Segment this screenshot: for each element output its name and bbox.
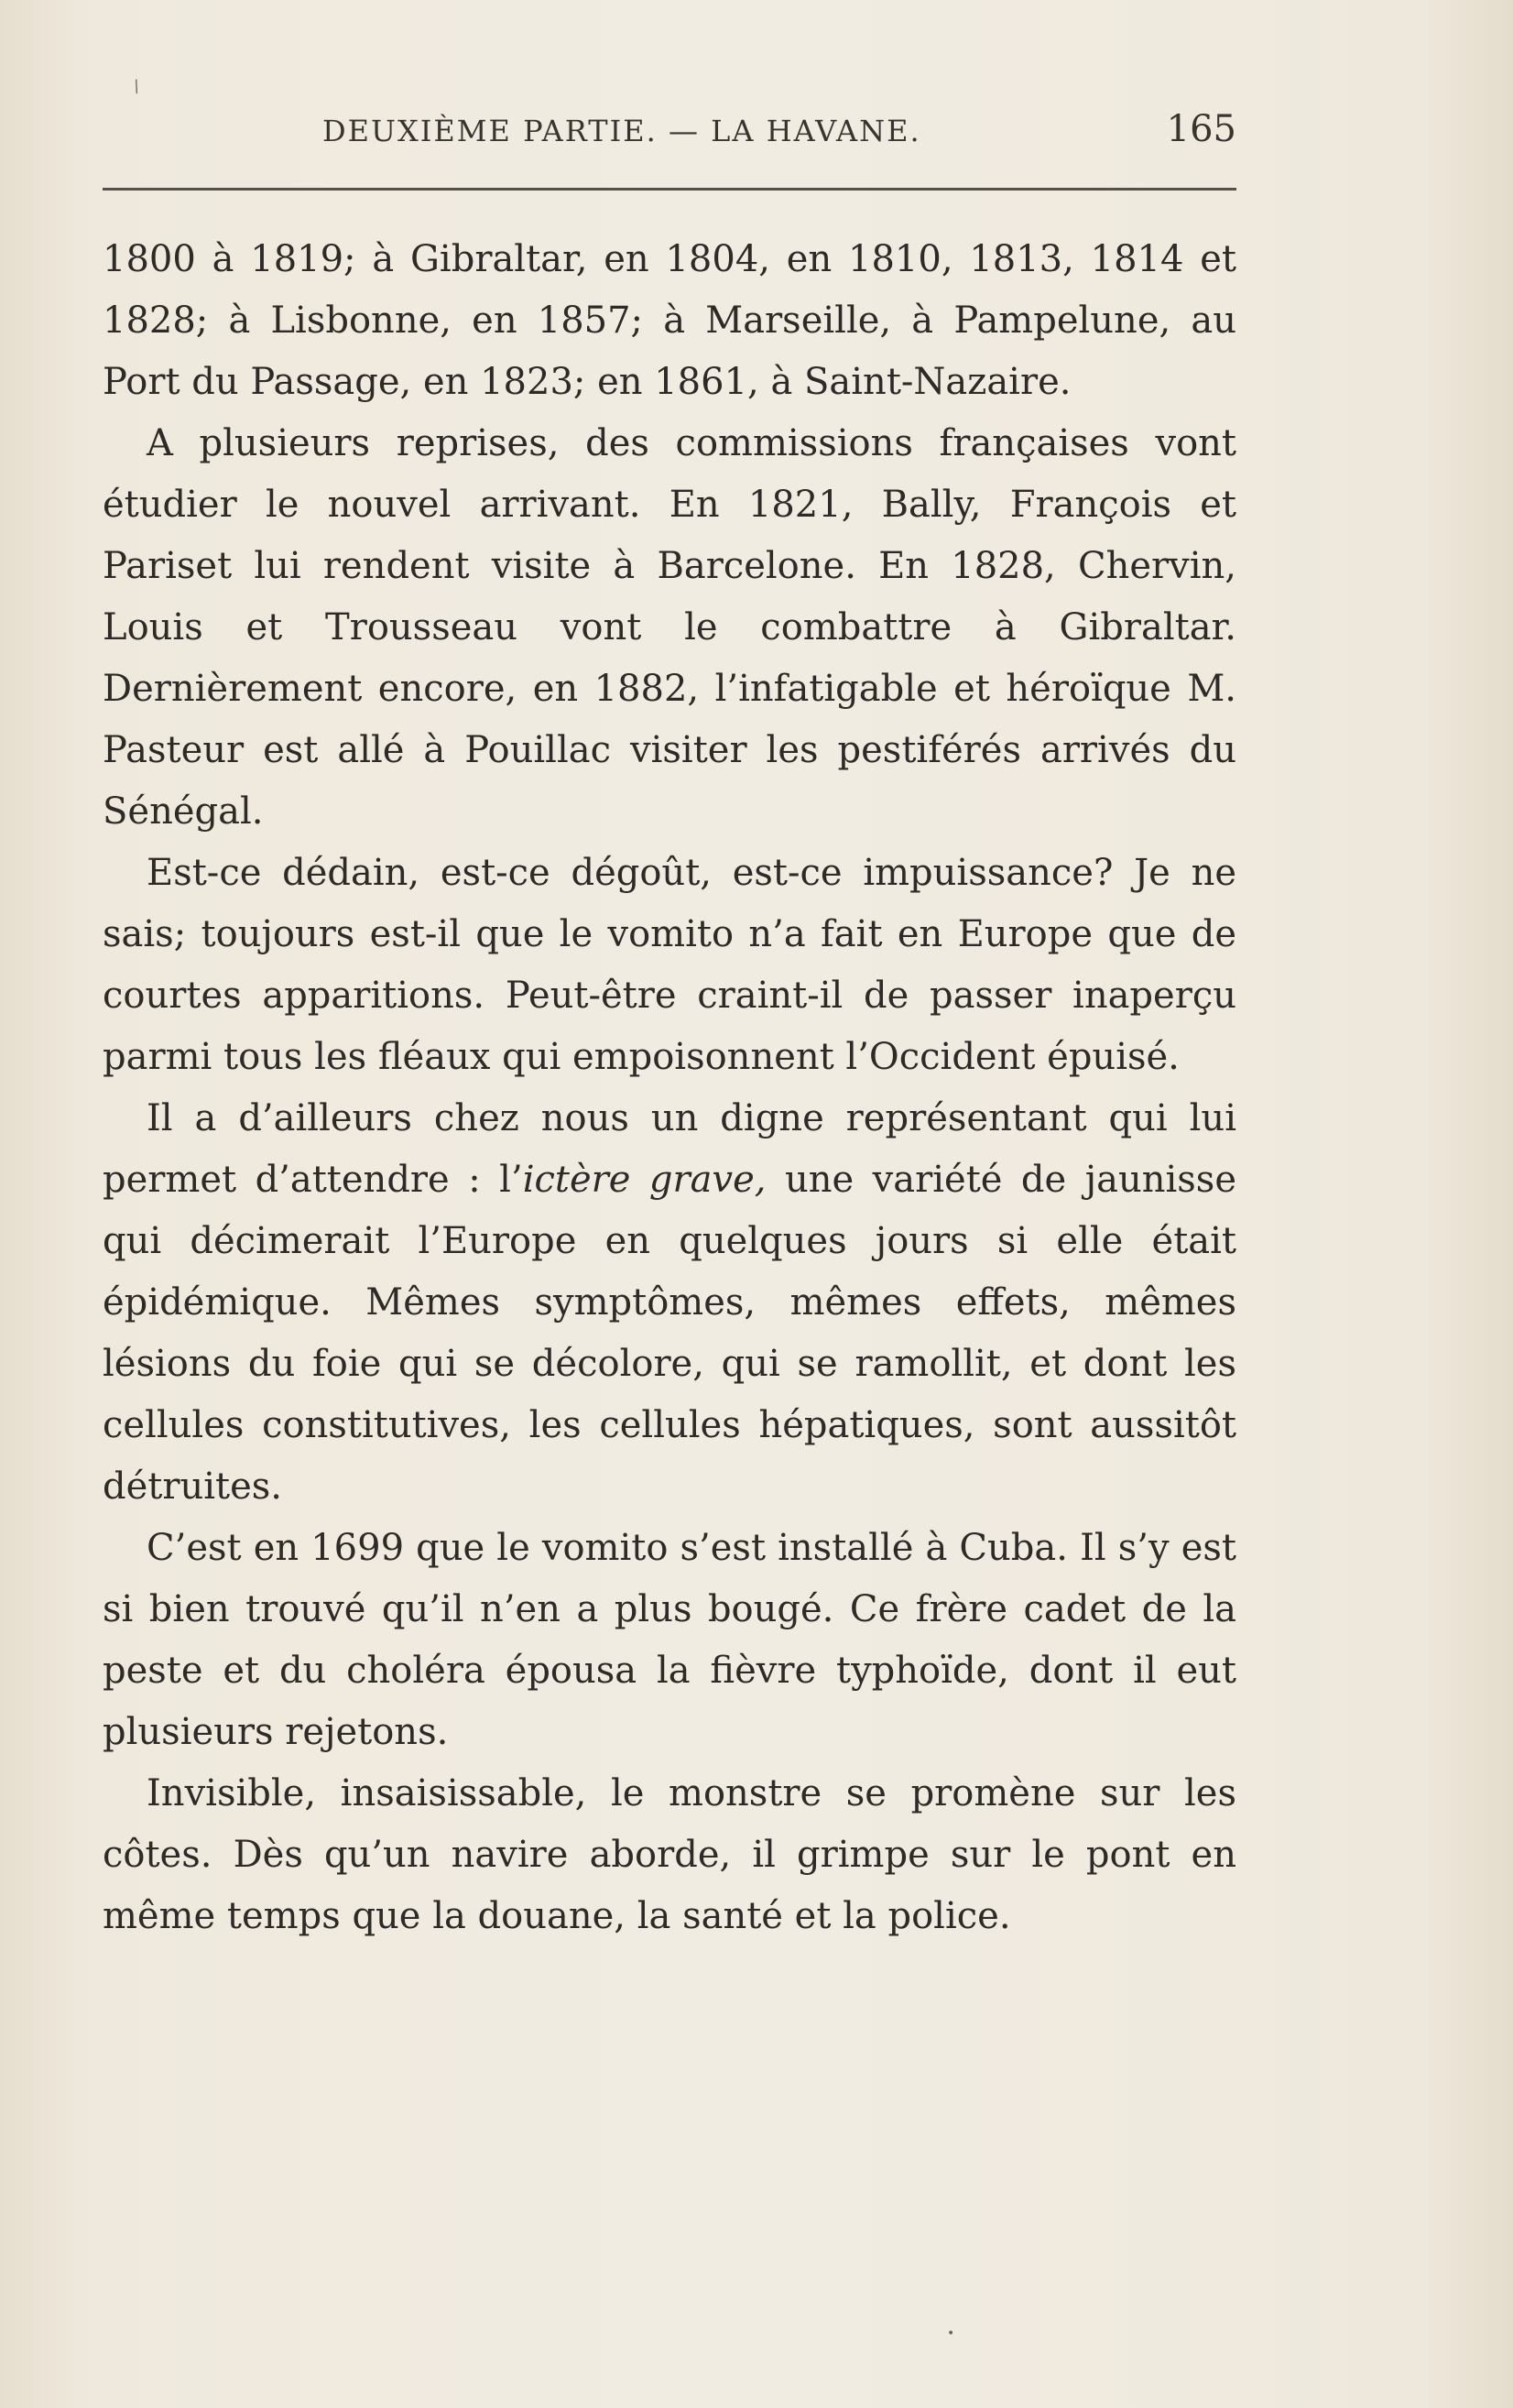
page-header [103, 108, 1236, 163]
page-number: 165 [1166, 108, 1236, 150]
running-title: DEUXIÈME PARTIE. — LA HAVANE. [322, 114, 921, 148]
paragraph-5: C’est en 1699 que le vomito s’est installé à Cuba. Il s’y est si bien trouvé qu’il n’en a plus bougé. Ce frère cadet de la peste et du choléra épousa la fièvre typhoïde, dont il eut plusieurs rejetons. [103, 1527, 1236, 1753]
paragraph-2: A plusieurs reprises, des commissions françaises vont étudier le nouvel arrivant. En 1821, Bally, François et Pariset lui rendent visite à Barcelone. En 1828, Chervin, Louis et Trousseau vont le combattre à Gibraltar. Dernièrement encore, en 1882, l’infatigable et héroïque M. Pasteur est allé à Pouillac visiter les pestiférés arrivés du Sénégal. [103, 422, 1236, 833]
body-text [103, 229, 1236, 1947]
header-rule [103, 188, 1236, 191]
stray-dot: • [947, 2326, 955, 2341]
paragraph-3: Est-ce dédain, est-ce dégoût, est-ce impuissance? Je ne sais; toujours est-il que le vomito n’a fait en Europe que de courtes apparitions. Peut-être craint-il de passer inaperçu parmi tous les fléaux qui empoisonnent l’Occident épuisé. [103, 852, 1236, 1078]
stray-mark: / [130, 76, 143, 97]
paragraph-1: 1800 à 1819; à Gibraltar, en 1804, en 1810, 1813, 1814 et 1828; à Lisbonne, en 1857; à Marseille, à Pampelune, au Port du Passage, en 1823; en 1861, à Saint-Nazaire. [103, 238, 1236, 403]
paragraph-4-start: Il a d’ailleurs chez nous un digne représentant qui lui permet d’attendre : l’ [103, 1097, 1236, 1201]
paragraph-6: Invisible, insaisissable, le monstre se promène sur les côtes. Dès qu’un navire aborde, il grimpe sur le pont en même temps que la douane, la santé et la police. [103, 1772, 1236, 1937]
paragraph-4-end: une variété de jaunisse qui décimerait l’Europe en quelques jours si elle était épidémique. Mêmes symptômes, mêmes effets, mêmes lésions du foie qui se décolore, qui se ramollit, et dont les cellules constitutives, les cellules hépatiques, sont aussitôt détruites. [103, 1159, 1236, 1508]
paragraph-4-italic: ictère grave, [522, 1159, 767, 1201]
paragraph-4 [103, 1088, 1236, 1518]
